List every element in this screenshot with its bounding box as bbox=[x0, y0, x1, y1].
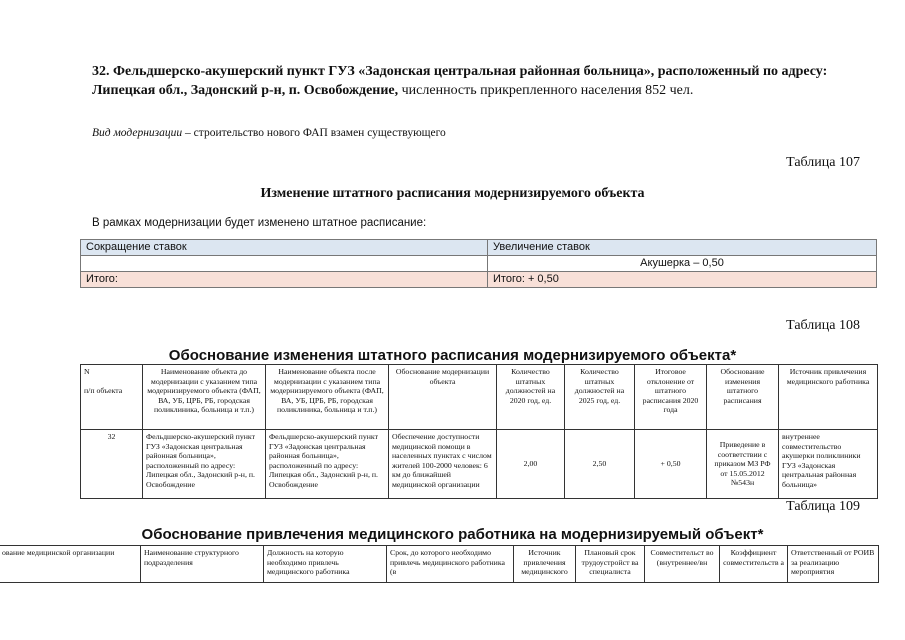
table-row bbox=[81, 430, 878, 499]
table-row bbox=[81, 256, 877, 272]
table-109-number: Таблица 109 bbox=[786, 499, 860, 514]
header-cell: Плановый срок трудоустройст ва специалиста bbox=[576, 546, 645, 583]
header-cell: Коэффициент совместительств а bbox=[720, 546, 788, 583]
object-after: Фельдшерско-акушерский пункт ГУЗ «Задонская центральная районная больница», расположенный по адресу: Липецкая обл., Задонский р-н, п. Освобождение bbox=[266, 430, 389, 499]
object-number: 32 bbox=[81, 430, 143, 499]
posts-2020: 2,00 bbox=[497, 430, 565, 499]
modernization-type bbox=[92, 127, 446, 139]
table-108-title: Обоснование изменения штатного расписания модернизируемого объекта* bbox=[168, 347, 737, 364]
reduction-value bbox=[81, 256, 488, 272]
table-108-number: Таблица 108 bbox=[786, 318, 860, 333]
object-before: Фельдшерско-акушерский пункт ГУЗ «Задонская центральная районная больница», расположенный по адресу: Липецкая обл., Задонский р-н, п. Освобождение bbox=[143, 430, 266, 499]
modernization-label: Вид модернизации bbox=[92, 127, 183, 139]
header-cell: Источник привлечения медицинского bbox=[514, 546, 576, 583]
header-cell: N п/п объекта bbox=[81, 365, 143, 430]
header-cell: Обоснование изменения штатного расписания bbox=[707, 365, 779, 430]
table-header-row bbox=[0, 546, 879, 583]
header-cell: ование медицинской организации bbox=[0, 546, 141, 583]
header-cell: Обоснование модернизации объекта bbox=[389, 365, 497, 430]
header-cell: Должность на которую необходимо привлечь медицинского работника bbox=[264, 546, 387, 583]
table-107-title: Изменение штатного расписания модернизируемого объекта bbox=[260, 186, 645, 201]
modernization-text: – строительство нового ФАП взамен существующего bbox=[182, 127, 446, 139]
change-reason: Приведение в соответствии с приказом МЗ РФ от 15.05.2012 №543н bbox=[707, 430, 779, 499]
header-cell: Ответственный от РОИВ за реализацию мероприятия bbox=[788, 546, 879, 583]
justification-table bbox=[80, 364, 878, 499]
section-heading-population: численность прикрепленного населения 852 чел. bbox=[398, 83, 694, 98]
header-cell: Совместительст во (внутреннее/вн bbox=[645, 546, 720, 583]
header-cell: Количество штатных должностей на 2025 год, ед. bbox=[565, 365, 635, 430]
table-row bbox=[81, 240, 877, 256]
total-left: Итого: bbox=[81, 272, 488, 288]
deviation: + 0,50 bbox=[635, 430, 707, 499]
table-107-intro: В рамках модернизации будет изменено штатное расписание: bbox=[92, 217, 427, 229]
section-heading bbox=[92, 62, 852, 100]
section-heading-bold: 32. Фельдшерско-акушерский пункт ГУЗ «Задонская центральная районная больница», расположенный по адресу: Липецкая обл., Задонский р-н, п. Освобождение, bbox=[92, 64, 828, 98]
header-cell: Наименование объекта после модернизации с указанием типа модернизируемого объекта (ФАП, ВА, УБ, ЦРБ, РБ, городская поликлиника, больница и т.п.) bbox=[266, 365, 389, 430]
posts-2025: 2,50 bbox=[565, 430, 635, 499]
col-reduction-header: Сокращение ставок bbox=[81, 240, 488, 256]
header-cell: Источник привлечения медицинского работника bbox=[779, 365, 878, 430]
header-cell: Наименование структурного подразделения bbox=[141, 546, 264, 583]
table-header-row bbox=[81, 365, 878, 430]
attraction-table bbox=[0, 545, 879, 583]
header-cell: Срок, до которого необходимо привлечь медицинского работника (в bbox=[387, 546, 514, 583]
total-right: Итого: + 0,50 bbox=[488, 272, 877, 288]
increase-value: Акушерка – 0,50 bbox=[488, 256, 877, 272]
table-107-number: Таблица 107 bbox=[786, 155, 860, 170]
header-cell: Количество штатных должностей на 2020 год, ед. bbox=[497, 365, 565, 430]
header-cell: Наименование объекта до модернизации с указанием типа модернизируемого объекта (ФАП, ВА, УБ, ЦРБ, РБ, городская поликлиника, больница и т.п.) bbox=[143, 365, 266, 430]
header-cell: Итоговое отклонение от штатного расписания 2020 года bbox=[635, 365, 707, 430]
table-109-title: Обоснование привлечения медицинского работника на модернизируемый объект* bbox=[141, 526, 764, 543]
col-increase-header: Увеличение ставок bbox=[488, 240, 877, 256]
staff-change-table bbox=[80, 239, 877, 288]
object-justification: Обеспечение доступности медицинской помощи в населенных пунктах с числом жителей 100-2000 человек: 6 км до ближайшей медицинской организации bbox=[389, 430, 497, 499]
table-row-total bbox=[81, 272, 877, 288]
worker-source: внутреннее совместительство акушерки поликлиники ГУЗ «Задонская центральная районная больница» bbox=[779, 430, 878, 499]
